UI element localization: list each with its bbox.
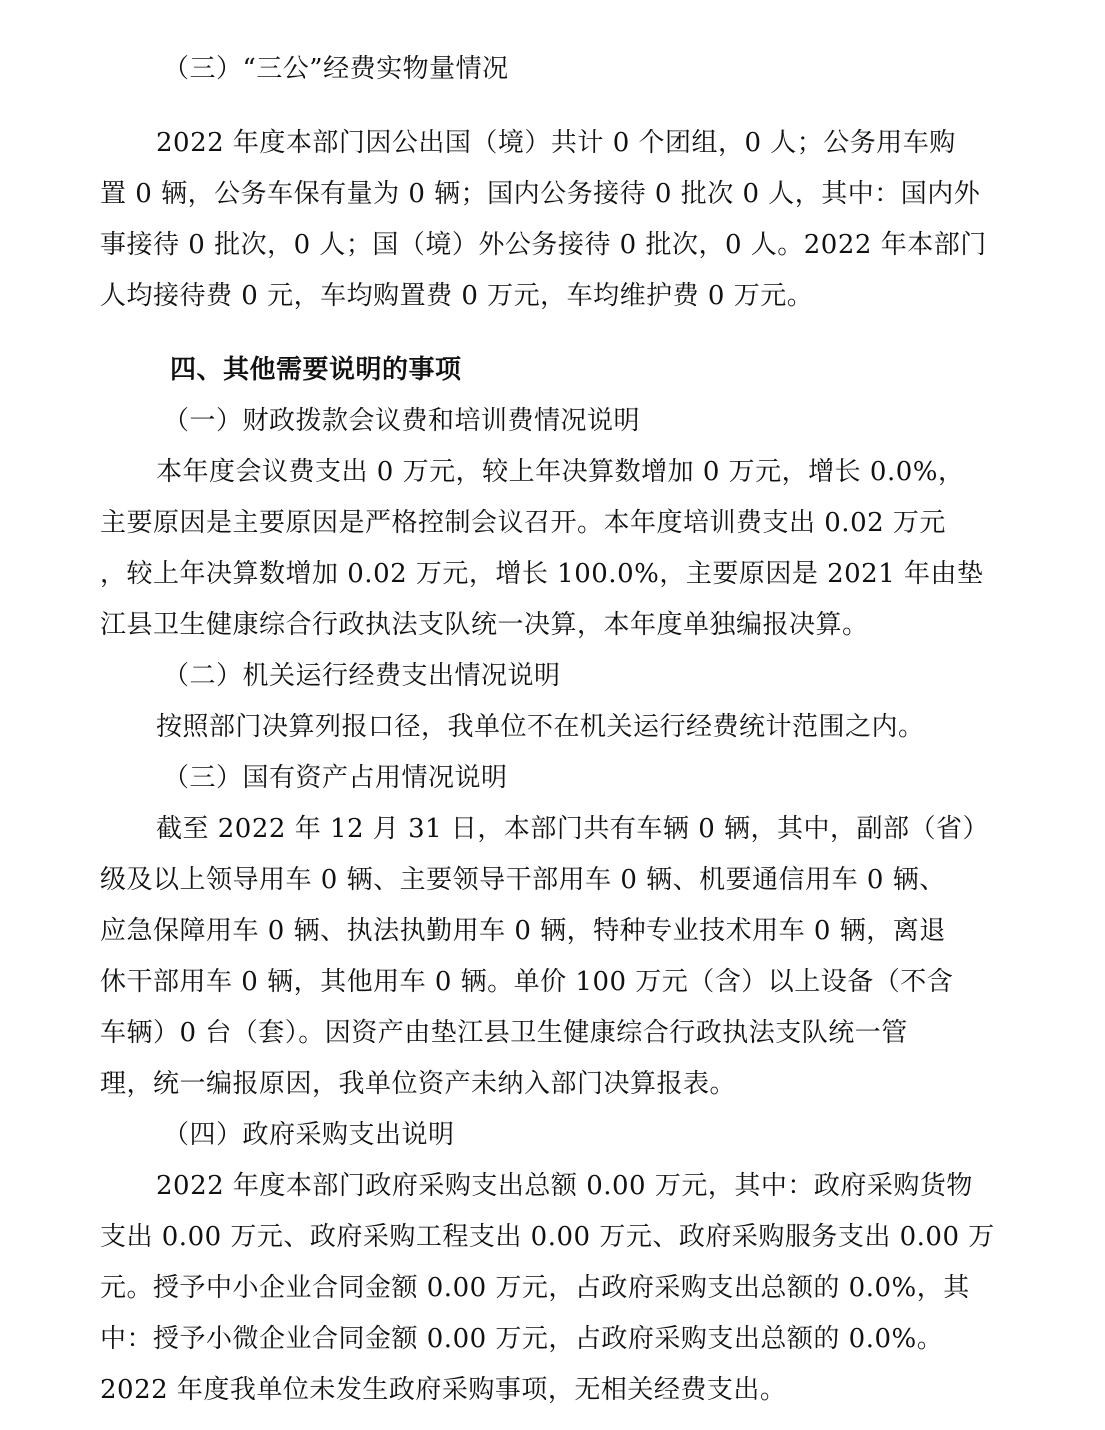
paragraph-line: 按照部门决算列报口径，我单位不在机关运行经费统计范围之内。 — [156, 712, 925, 742]
paragraph-line: 元。授予中小企业合同金额 0.00 万元，占政府采购支出总额的 0.0%，其 — [100, 1273, 970, 1303]
subheading-sangong-quantity: （三）“三公”经费实物量情况 — [163, 54, 509, 84]
paragraph-line: 事接待 0 批次，0 人；国（境）外公务接待 0 批次，0 人。2022 年本部门 — [100, 230, 987, 260]
paragraph-line: 中：授予小微企业合同金额 0.00 万元，占政府采购支出总额的 0.0%。 — [100, 1324, 944, 1354]
paragraph-line: 置 0 辆，公务车保有量为 0 辆；国内公务接待 0 批次 0 人，其中：国内外 — [100, 179, 981, 209]
paragraph-line: 江县卫生健康综合行政执法支队统一决算，本年度单独编报决算。 — [100, 610, 869, 640]
paragraph-line: 理，统一编报原因，我单位资产未纳入部门决算报表。 — [100, 1069, 737, 1099]
paragraph-line: 2022 年度我单位未发生政府采购事项，无相关经费支出。 — [100, 1375, 787, 1405]
paragraph-line: 本年度会议费支出 0 万元，较上年决算数增加 0 万元，增长 0.0%， — [156, 457, 965, 487]
paragraph-line: 2022 年度本部门政府采购支出总额 0.00 万元，其中：政府采购货物 — [156, 1171, 973, 1201]
paragraph-line: 应急保障用车 0 辆、执法执勤用车 0 辆，特种专业技术用车 0 辆，离退 — [100, 916, 946, 946]
paragraph-line: 支出 0.00 万元、政府采购工程支出 0.00 万元、政府采购服务支出 0.00 万 — [100, 1222, 995, 1252]
paragraph-line: 休干部用车 0 辆，其他用车 0 辆。单价 100 万元（含）以上设备（不含 — [100, 967, 954, 997]
subheading-operating-expenses: （二）机关运行经费支出情况说明 — [163, 661, 561, 691]
paragraph-line: 截至 2022 年 12 月 31 日，本部门共有车辆 0 辆，其中，副部（省） — [156, 814, 989, 844]
paragraph-line: 车辆）0 台（套）。因资产由垫江县卫生健康综合行政执法支队统一管 — [100, 1018, 908, 1048]
subheading-meeting-training: （一）财政拨款会议费和培训费情况说明 — [163, 406, 641, 436]
subheading-government-procurement: （四）政府采购支出说明 — [163, 1120, 455, 1150]
paragraph-line: 级及以上领导用车 0 辆、主要领导干部用车 0 辆、机要通信用车 0 辆、 — [100, 865, 946, 895]
paragraph-line: ，较上年决算数增加 0.02 万元，增长 100.0%，主要原因是 2021 年由垫 — [100, 559, 984, 589]
subheading-state-assets: （三）国有资产占用情况说明 — [163, 763, 508, 793]
paragraph-line: 2022 年度本部门因公出国（境）共计 0 个团组，0 人；公务用车购 — [156, 128, 956, 158]
paragraph-line: 主要原因是主要原因是严格控制会议召开。本年度培训费支出 0.02 万元 — [100, 508, 946, 538]
section-heading-other-matters: 四、其他需要说明的事项 — [170, 355, 462, 385]
paragraph-line: 人均接待费 0 元，车均购置费 0 万元，车均维护费 0 万元。 — [100, 281, 814, 311]
